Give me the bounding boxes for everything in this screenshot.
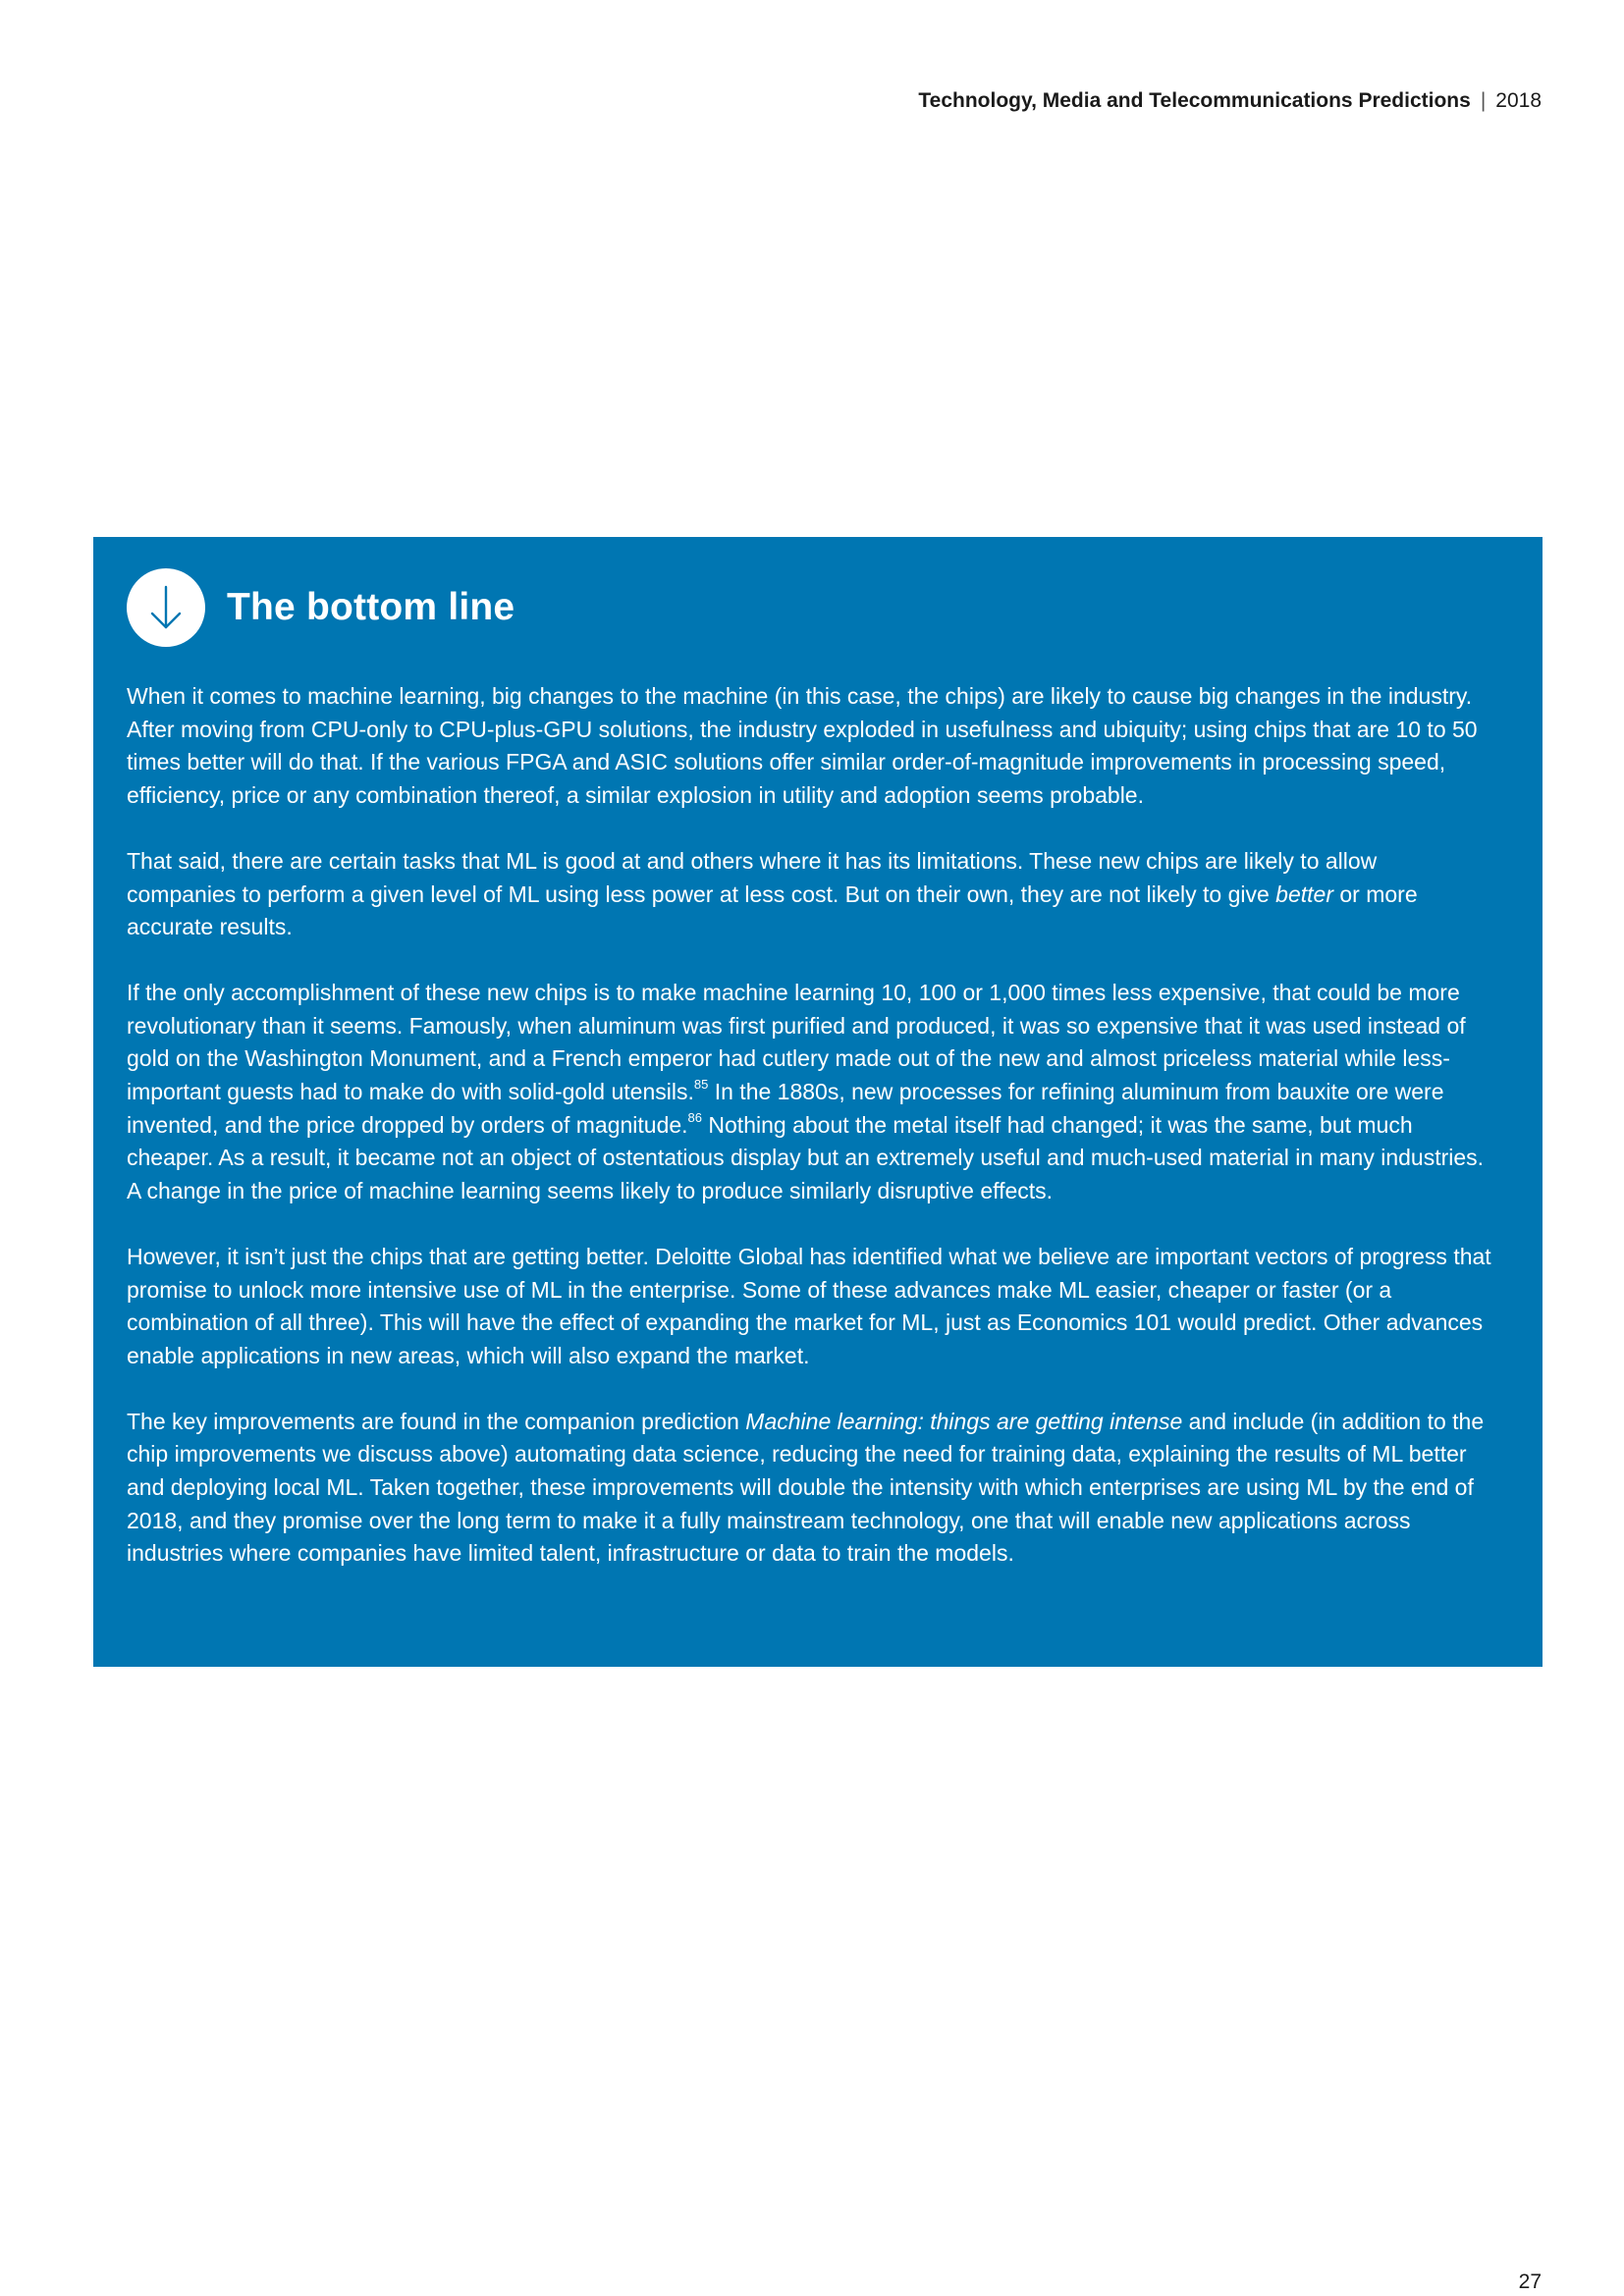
publication-title: Technology, Media and Telecommunications Predictions <box>918 89 1471 112</box>
paragraph-3-text-a: If the only accomplishment of these new chips is to make machine learning 10, 100 or 1,000 times less expensive, that could be more revolutionary than it seems. Famously, when aluminum was first purified and produced, it was so expensive that it was used instead of gold on the Washington Monument, and a French emperor had cutlery made out of the new and almost priceless material while less-important guests had to make do with solid-gold utensils. <box>127 979 1466 1105</box>
paragraph-3-text-c: Nothing about the metal itself had changed; it was the same, but much cheaper. As a result, it became not an object of ostentatious display but an extremely useful and much-used material in many industries. A change in the price of machine learning seems likely to produce similarly disruptive effects. <box>127 1111 1485 1204</box>
paragraph-3 <box>127 977 1491 1208</box>
paragraph-5-text-b: and include (in addition to the chip improvements we discuss above) automating data science, reducing the need for training data, explaining the results of ML better and deploying local ML. Taken together, these improvements will double the intensity with which enterprises are using ML by the end of 2018, and they promise over the long term to make it a fully mainstream technology, one that will enable new applications across industries where companies have limited talent, infrastructure or data to train the models. <box>127 1408 1485 1567</box>
running-header <box>918 86 1542 116</box>
paragraph-4: However, it isn’t just the chips that are getting better. Deloitte Global has identified what we believe are important vectors of progress that promise to unlock more intensive use of ML in the enterprise. Some of these advances make ML easier, cheaper or faster (or a combination of all three). This will have the effect of expanding the market for ML, just as Economics 101 would predict. Other advances enable applications in new areas, which will also expand the market. <box>127 1243 1491 1368</box>
paragraph-1: When it comes to machine learning, big changes to the machine (in this case, the chips) are likely to cause big changes in the industry. After moving from CPU-only to CPU-plus-GPU solutions, the industry exploded in usefulness and ubiquity; using chips that are 10 to 50 times better will do that. If the various FPGA and ASIC solutions offer similar order-of-magnitude improvements in processing speed, efficiency, price or any combination thereof, a similar explosion in utility and adoption seems probable. <box>127 683 1478 809</box>
paragraph-2-emphasis: better <box>1275 881 1333 907</box>
header-separator: | <box>1480 89 1487 112</box>
arrow-down-icon <box>127 568 205 647</box>
paragraph-2-text-b: or more accurate results. <box>127 881 1418 940</box>
arrow-down-icon-graphic <box>146 585 186 630</box>
paragraph-5 <box>127 1406 1491 1572</box>
paragraph-5-emphasis: Machine learning: things are getting intense <box>745 1408 1183 1434</box>
page-number: 27 <box>1518 2270 1542 2293</box>
panel-header <box>127 568 1491 647</box>
panel-body <box>127 680 1491 1571</box>
panel-title: The bottom line <box>227 586 515 628</box>
paragraph-2 <box>127 845 1491 944</box>
paragraph-2-text-a: That said, there are certain tasks that ML is good at and others where it has its limitations. These new chips are likely to allow companies to perform a given level of ML using less power at less cost. But on their own, they are not likely to give <box>127 847 1378 907</box>
publication-year: 2018 <box>1495 89 1542 112</box>
paragraph-3-text-b: In the 1880s, new processes for refining aluminum from bauxite ore were invented, and the price dropped by orders of magnitude. <box>127 1079 1444 1138</box>
paragraph-5-text-a: The key improvements are found in the companion prediction <box>127 1408 746 1434</box>
footnote-ref-85[interactable]: 85 <box>693 1077 709 1093</box>
bottom-line-panel <box>93 537 1543 1667</box>
footnote-ref-86[interactable]: 86 <box>687 1110 703 1126</box>
